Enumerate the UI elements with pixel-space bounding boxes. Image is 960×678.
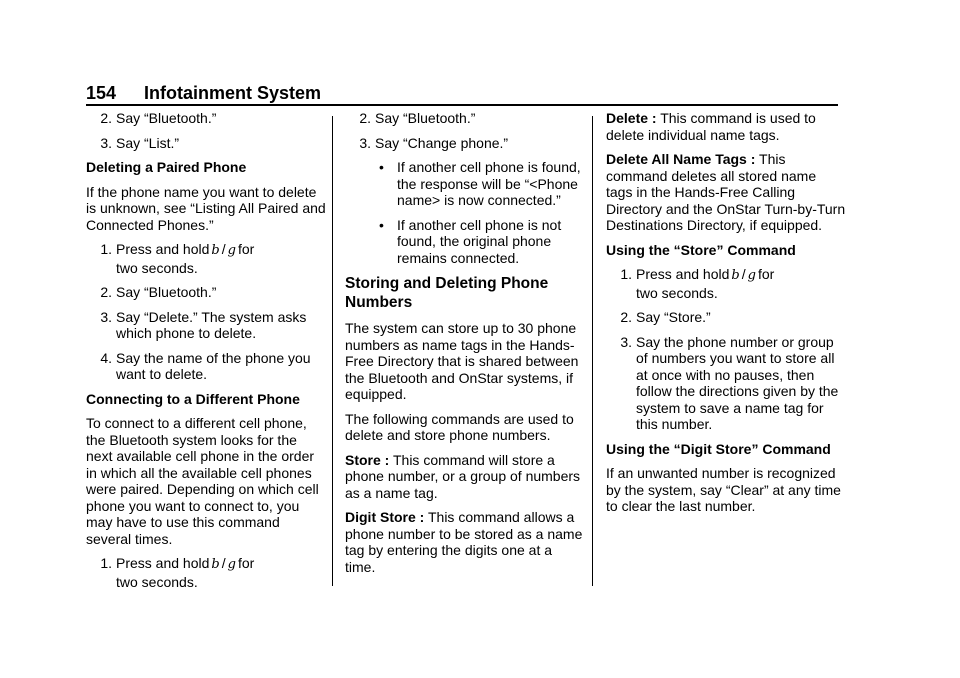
voice-icon: g bbox=[227, 243, 236, 258]
subsection-heading: Storing and Deleting Phone Numbers bbox=[345, 275, 549, 311]
column-divider bbox=[592, 116, 593, 586]
list-item: 1. Press and hold b / g for two seconds. bbox=[100, 241, 255, 276]
definition: Digit Store : This command allows a phone number to be stored as a name tag by entering the digits one at a time. bbox=[345, 509, 583, 575]
list-item: 2. Say “Bluetooth.” bbox=[359, 110, 476, 126]
list-item: 3. Say “Change phone.” bbox=[359, 134, 509, 151]
voice-icon: g bbox=[227, 557, 236, 572]
list-item: 3. Say “List.” bbox=[100, 134, 180, 151]
paragraph: If the phone name you want to delete is unknown, see “Listing All Paired and Connected Phones.” bbox=[86, 183, 326, 233]
list-item: 4. Say the name of the phone you want to delete. bbox=[100, 349, 311, 382]
section-heading: Deleting a Paired Phone bbox=[86, 159, 247, 175]
header-rule bbox=[86, 104, 838, 106]
page-title: Infotainment System bbox=[144, 83, 322, 103]
definition: Delete All Name Tags : This command deletes all stored name tags in the Hands-Free Calling Directory and the OnStar Turn-by-Turn Destinations Directory, if equipped. bbox=[606, 151, 846, 233]
paragraph: The following commands are used to delete and store phone numbers. bbox=[345, 410, 574, 443]
bullet-item: • If another cell phone is not found, the original phone remains connected. bbox=[379, 216, 562, 266]
list-item: 2. Say “Store.” bbox=[620, 309, 711, 325]
bullet-item: • If another cell phone is found, the response will be “<Phone name> is now connected.” bbox=[379, 159, 581, 208]
list-item: 2. Say “Bluetooth.” bbox=[100, 110, 217, 126]
list-item: 1. Press and hold b / g for two seconds. bbox=[100, 555, 255, 590]
column-3 bbox=[606, 110, 846, 523]
phone-icon: b bbox=[731, 268, 740, 283]
column-2 bbox=[345, 110, 585, 583]
paragraph: If an unwanted number is recognized by the system, say “Clear” at any time to clear the last number. bbox=[606, 465, 841, 514]
list-item: 3. Say “Delete.” The system asks which phone to delete. bbox=[100, 308, 307, 341]
phone-icon: b bbox=[211, 557, 220, 572]
definition: Store : This command will store a phone number, or a group of numbers as a name tag. bbox=[345, 451, 581, 501]
list-item: 1. Press and hold b / g for two seconds. bbox=[620, 266, 775, 301]
page-number: 154 bbox=[86, 83, 117, 103]
page-header bbox=[86, 82, 321, 104]
paragraph: To connect to a different cell phone, the Bluetooth system looks for the next available cell phone in the order in which all the available cell phones were paired. Depending on which cell phone you want to connect to, you may have to use this command several times. bbox=[86, 415, 319, 547]
section-heading: Connecting to a Different Phone bbox=[86, 390, 300, 407]
column-divider bbox=[332, 116, 333, 586]
list-item: 3. Say the phone number or group of numbers you want to store all at once with no pauses, then follow the directions given by the system to save a name tag for this number. bbox=[620, 333, 839, 432]
voice-icon: g bbox=[747, 268, 756, 283]
phone-icon: b bbox=[211, 243, 220, 258]
list-item: 2. Say “Bluetooth.” bbox=[100, 284, 217, 300]
definition: Delete : This command is used to delete individual name tags. bbox=[606, 110, 816, 143]
column-1 bbox=[86, 110, 326, 598]
section-heading: Using the “Digit Store” Command bbox=[606, 440, 831, 457]
paragraph: The system can store up to 30 phone numbers as name tags in the Hands-Free Directory that is shared between the Bluetooth and OnStar systems, if equipped. bbox=[345, 320, 579, 402]
section-heading: Using the “Store” Command bbox=[606, 241, 796, 258]
